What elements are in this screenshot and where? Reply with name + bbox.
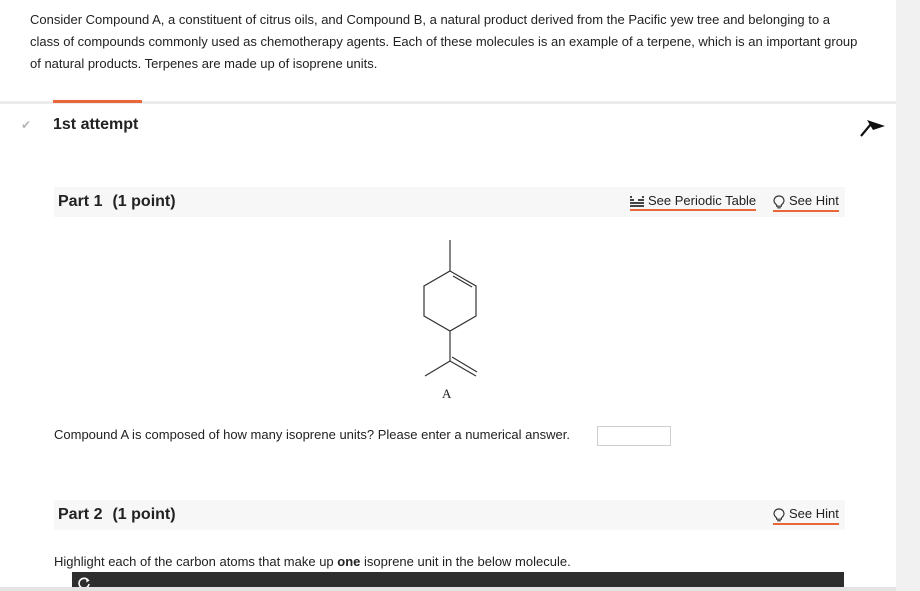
active-tab-indicator — [53, 100, 142, 103]
part2-label: Part 2 — [58, 506, 103, 523]
part2-instruction — [54, 554, 571, 569]
instruction-text-1: Highlight each of the carbon atoms that make up — [54, 554, 338, 569]
part2-hint-label: See Hint — [789, 506, 839, 521]
part2-header — [54, 500, 845, 530]
part1-hint-label: See Hint — [789, 193, 839, 208]
see-periodic-table-link[interactable] — [630, 193, 756, 211]
part1-header — [54, 187, 845, 217]
compound-a-structure — [420, 238, 480, 383]
periodic-table-label: See Periodic Table — [648, 193, 757, 208]
intro-text: Consider Compound A, a constituent of citrus oils, and Compound B, a natural product derived from the Pacific yew tree and belonging to a class of compounds commonly used as chemotherapy agents. Each of these molecules is an example of a terpene, which is an important group of natural products. Terpenes are made up of isoprene units. — [30, 12, 858, 71]
part1-points: (1 point) — [112, 193, 176, 210]
part2-points: (1 point) — [112, 506, 176, 523]
scrollbar-track[interactable] — [896, 0, 920, 591]
attempt-title[interactable]: 1st attempt — [53, 116, 139, 133]
part2-title — [58, 506, 186, 524]
part1-question: Compound A is composed of how many isoprene units? Please enter a numerical answer. — [54, 427, 570, 442]
bottom-divider — [0, 587, 896, 591]
part1-see-hint-link[interactable] — [773, 193, 839, 212]
part1-label: Part 1 — [58, 193, 103, 210]
isoprene-count-input[interactable] — [597, 426, 671, 446]
compound-a-label: A — [442, 386, 452, 401]
periodic-table-icon — [630, 196, 644, 208]
part2-see-hint-link[interactable] — [773, 506, 839, 525]
instruction-text-2: isoprene unit in the below molecule. — [360, 554, 571, 569]
lightbulb-icon — [773, 508, 785, 522]
part1-title — [58, 193, 186, 211]
chevron-down-icon[interactable]: ✔ — [21, 118, 32, 132]
lightbulb-icon — [773, 195, 785, 209]
arrow-icon[interactable] — [859, 116, 886, 138]
instruction-bold: one — [337, 554, 361, 569]
